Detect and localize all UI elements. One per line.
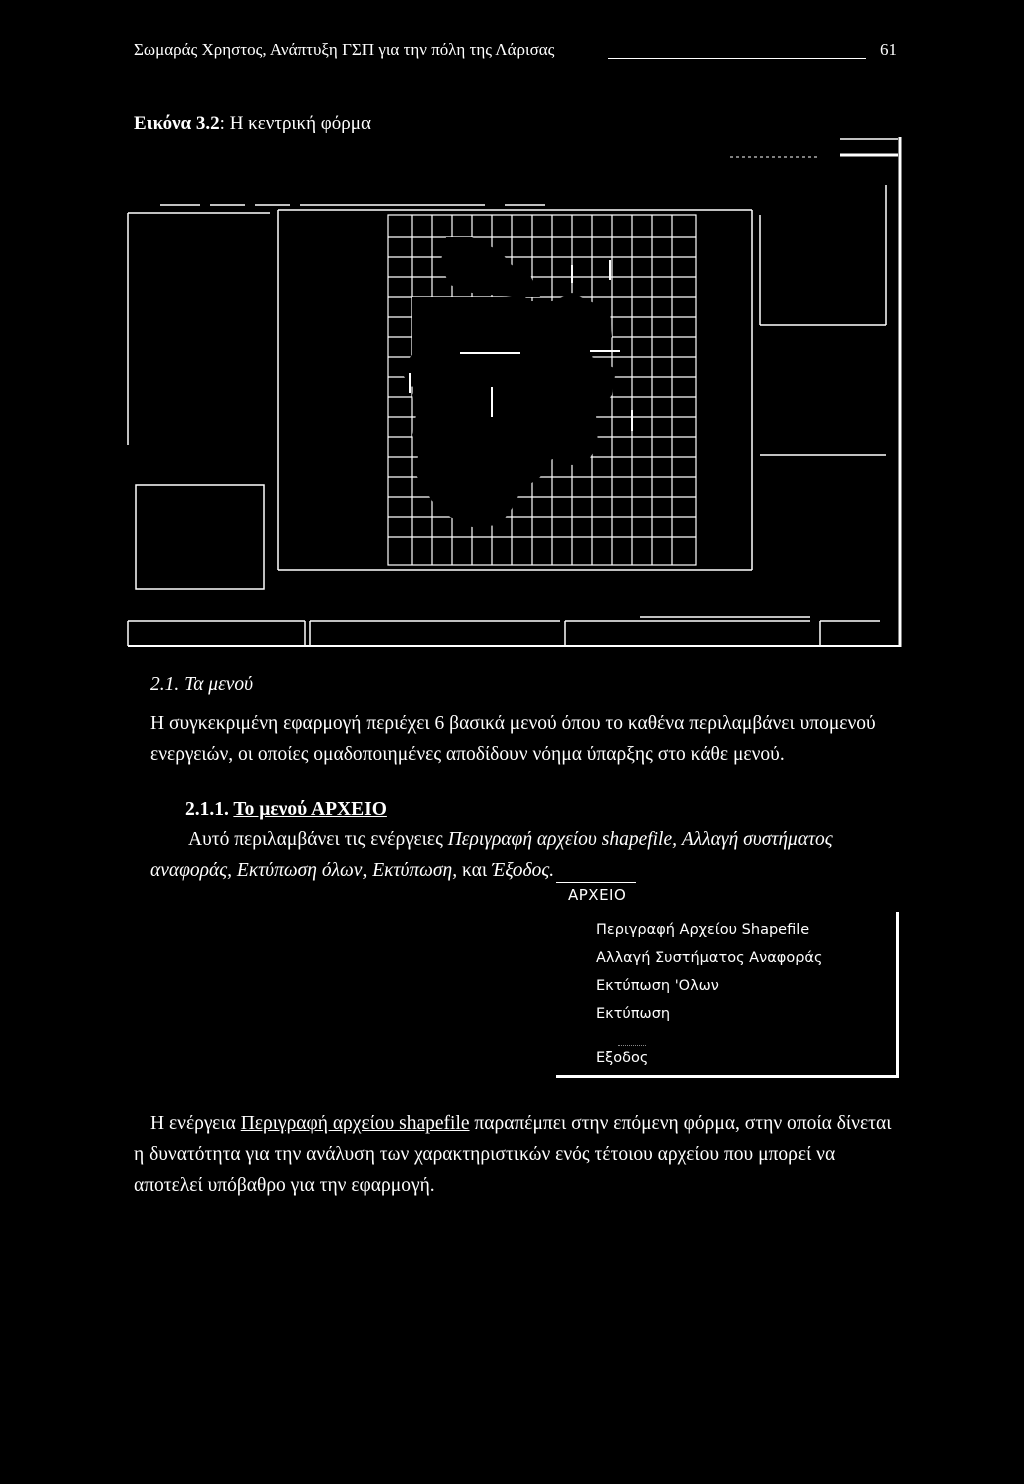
- section-intro-paragraph: Η συγκεκριμένη εφαρμογή περιέχει 6 βασικά μενού όπου το καθένα περιλαμβάνει υπομενού ενεργειών, οι οποίες ομαδοποιημένες αποδίδουν νόημα ύπαρξης στο κάθε μενού.: [150, 713, 876, 765]
- menu-separator: [618, 1045, 646, 1046]
- file-menu-illustration: [556, 882, 904, 1078]
- file-menu-actions-list: Περιγραφή αρχείου shapefile, Αλλαγή συστήματος αναφοράς, Εκτύπωση όλων, Εκτύπωση,: [150, 829, 833, 881]
- section-heading-title: Το μενού ΑΡΧΕΙΟ: [233, 799, 387, 820]
- section-heading-file-menu: [185, 799, 387, 821]
- main-form-screenshot: [120, 125, 910, 655]
- section-title-menus: 2.1. Τα μενού: [150, 674, 254, 695]
- figure-caption-text: : Η κεντρική φόρμα: [219, 113, 371, 134]
- closing-paragraph-link[interactable]: Περιγραφή αρχείου shapefile: [240, 1113, 470, 1134]
- file-menu-paragraph-intro: Αυτό περιλαμβάνει τις ενέργειες: [188, 829, 443, 850]
- main-form-figure: [120, 125, 910, 655]
- section-number: 2.1.1.: [185, 799, 229, 820]
- file-menu-title[interactable]: ΑΡΧΕΙΟ: [568, 886, 627, 904]
- menu-item-print-all[interactable]: Εκτύπωση 'Ολων: [596, 978, 719, 994]
- running-header-title: Σωμαράς Χρηστος, Ανάπτυξη ΓΣΠ για την πόλη της Λάρισας: [134, 40, 555, 59]
- figure-label: Εικόνα 3.2: [134, 113, 220, 134]
- page-number: 61: [880, 40, 897, 59]
- file-menu-dropdown: [556, 912, 899, 1078]
- closing-paragraph: [134, 1108, 904, 1201]
- menu-item-change-reference-system[interactable]: Αλλαγή Συστήματος Αναφοράς: [596, 950, 823, 966]
- menu-item-describe-shapefile[interactable]: Περιγραφή Αρχείου Shapefile: [596, 922, 810, 938]
- exit-word: Έξοδος.: [491, 860, 555, 881]
- and-word: και: [461, 860, 488, 881]
- menu-item-print[interactable]: Εκτύπωση: [596, 1006, 671, 1022]
- menu-title-rule: [556, 882, 636, 883]
- closing-paragraph-rest: παραπέμπει στην επόμενη φόρμα, στην οποία δίνεται η δυνατότητα για την ανάλυση των χαρακτηριστικών ενός τέτοιου αρχείου που μπορεί να αποτελεί υπόβαθρο για την εφαρμογή.: [134, 1113, 892, 1196]
- file-menu-paragraph: [150, 824, 900, 886]
- header-rule: [608, 58, 866, 59]
- closing-paragraph-start: Η ενέργεια: [150, 1113, 236, 1134]
- menu-item-exit[interactable]: Εξοδος: [596, 1050, 649, 1066]
